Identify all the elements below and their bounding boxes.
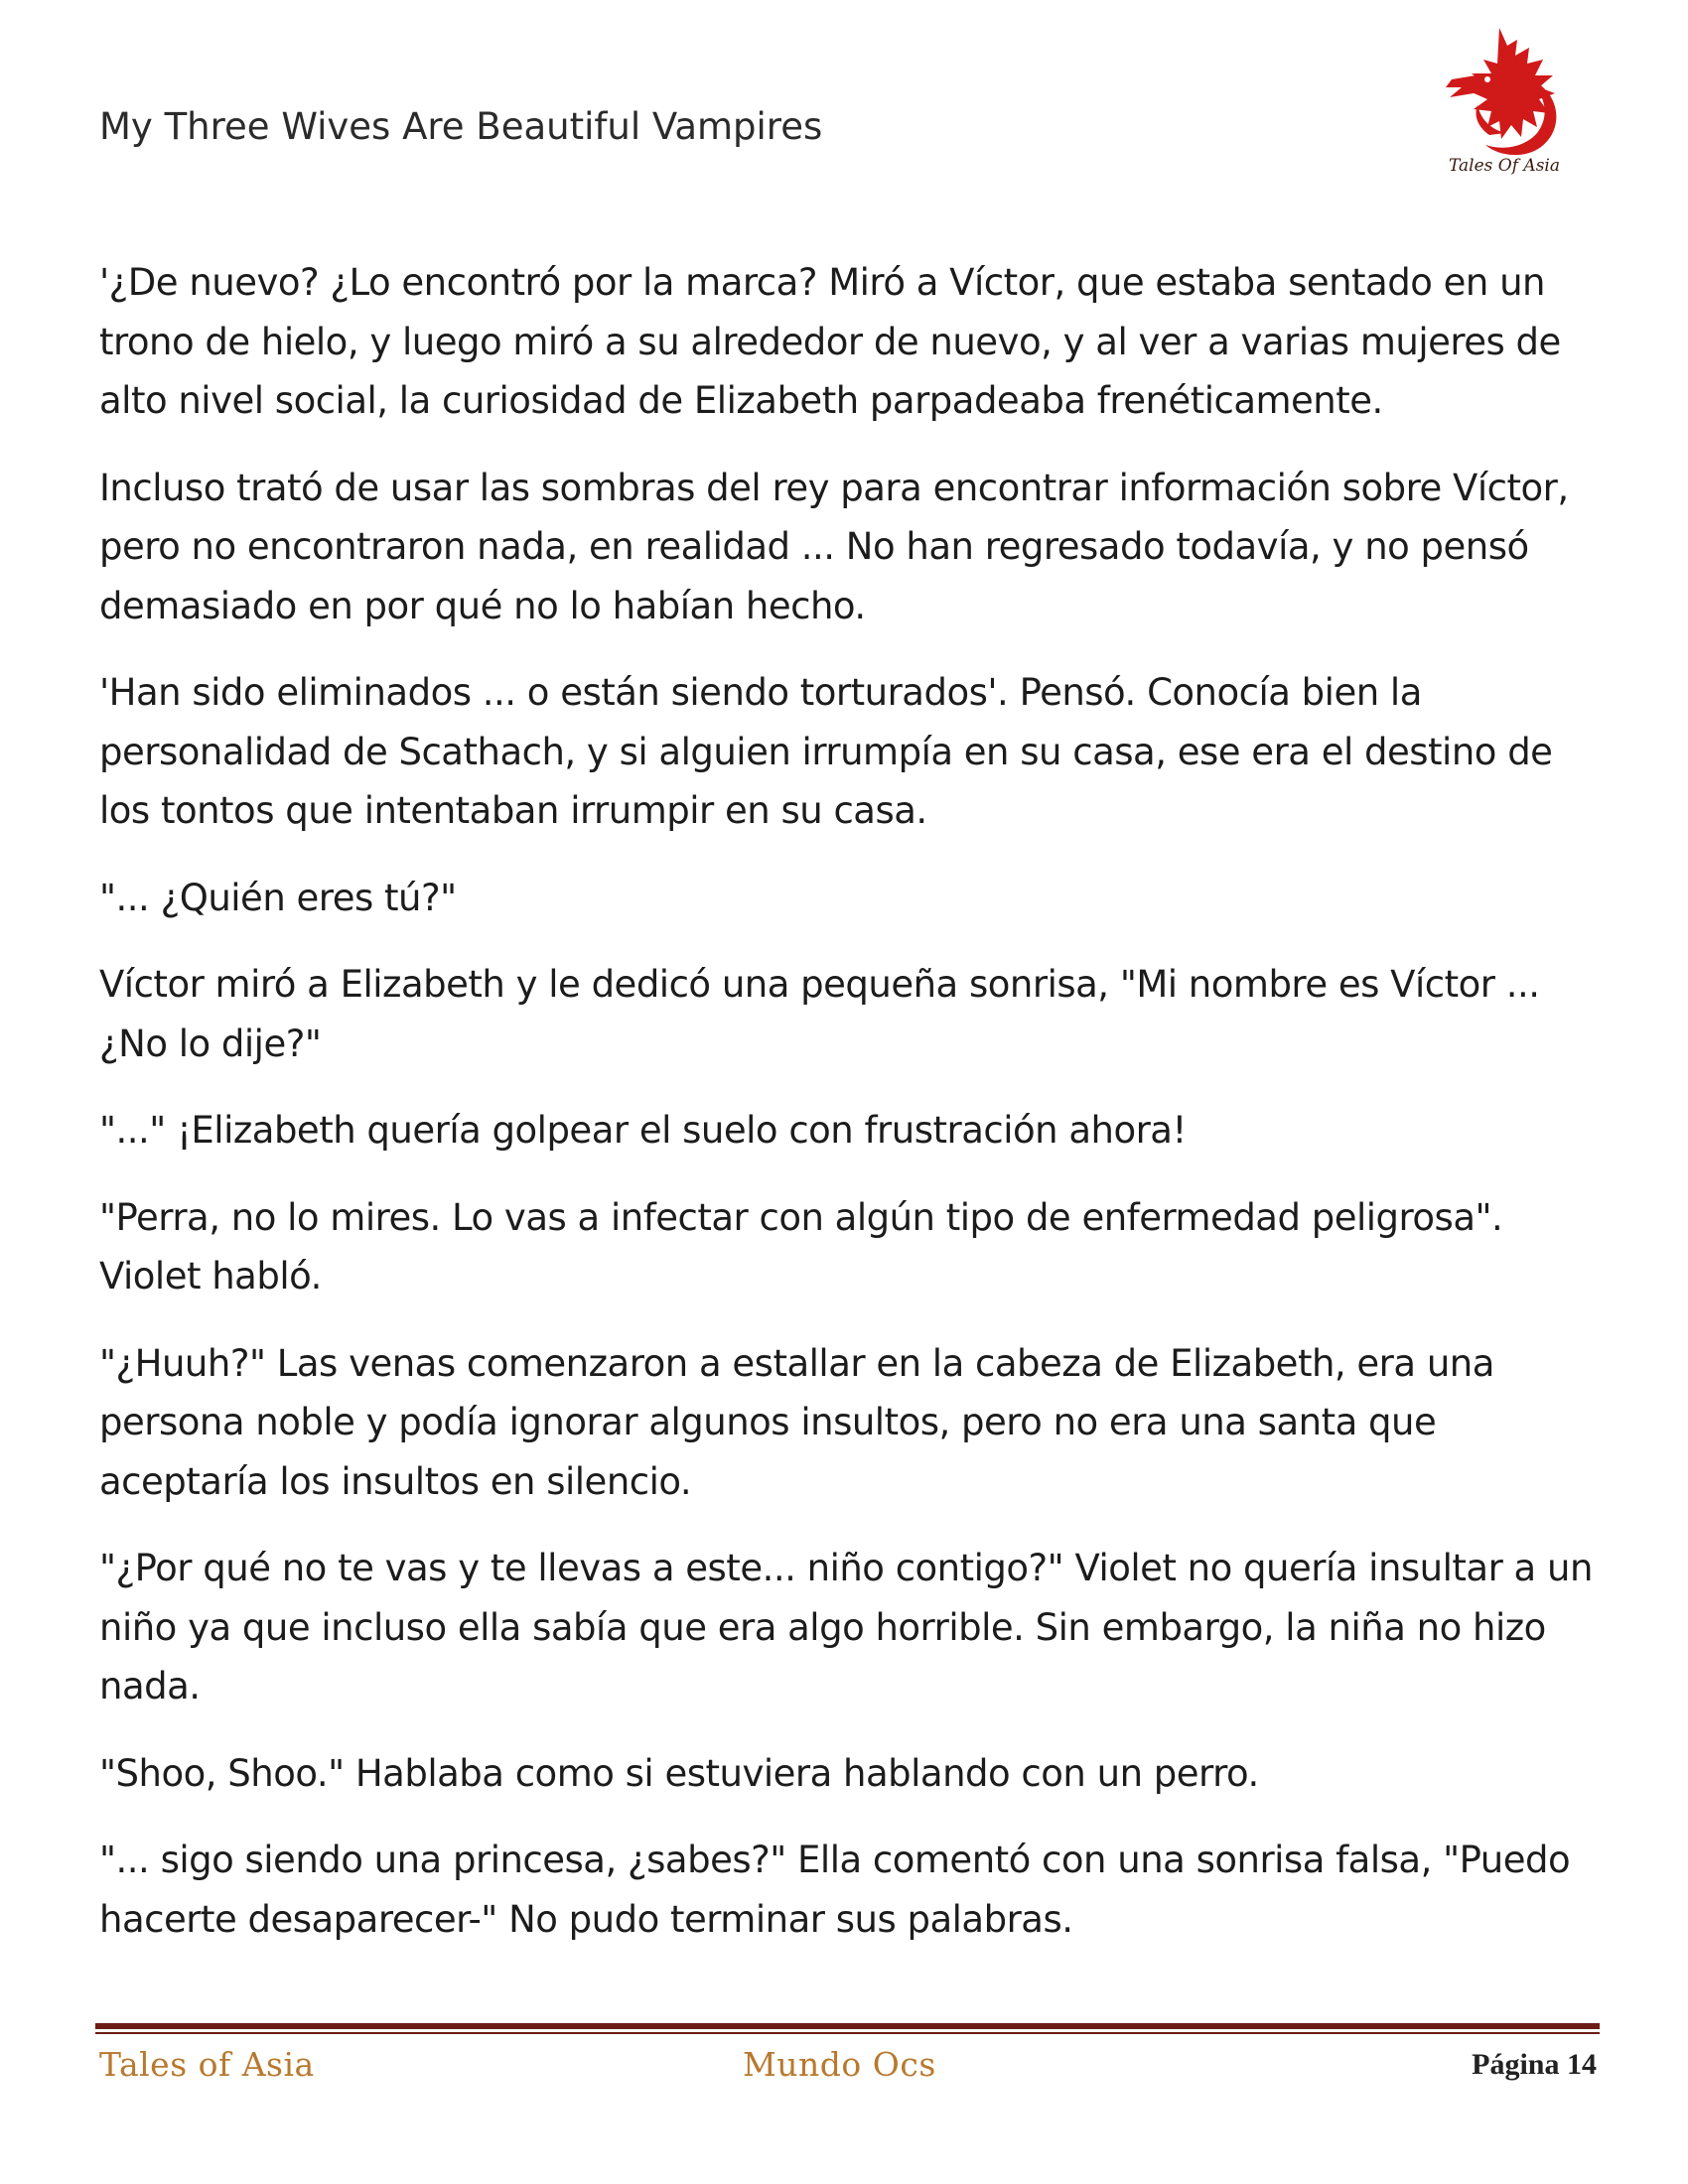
paragraph: "Shoo, Shoo." Hablaba como si estuviera hablando con un perro.: [99, 1751, 1259, 1795]
footer-site-name: Tales of Asia: [99, 2045, 315, 2084]
footer-divider-thin: [95, 2032, 1600, 2034]
red-dragon-logo-icon: [1430, 18, 1579, 182]
paragraph: "... ¿Quién eres tú?": [99, 876, 457, 919]
paragraph: "¿Huuh?" Las venas comenzaron a estallar en la cabeza de Elizabeth, era una persona noble y podía ignorar algunos insultos, pero no era una santa que aceptaría los insultos en silencio.: [99, 1341, 1494, 1503]
footer-divider: [95, 2023, 1600, 2035]
paragraph: '¿De nuevo? ¿Lo encontró por la marca? Miró a Víctor, que estaba sentado en un trono de hielo, y luego miró a su alrededor de nuevo, y al ver a varias mujeres de alto nivel social, la curiosidad de Elizabeth parpadeaba frenéticamente.: [99, 261, 1561, 422]
paragraph: "¿Por qué no te vas y te llevas a este... niño contigo?" Violet no quería insultar a un niño ya que incluso ella sabía que era algo horrible. Sin embargo, la niña no hizo nada.: [99, 1547, 1593, 1707]
footer-divider-thick: [95, 2023, 1600, 2029]
paragraph: "..." ¡Elizabeth quería golpear el suelo con frustración ahora!: [99, 1109, 1187, 1152]
paragraph: 'Han sido eliminados ... o están siendo torturados'. Pensó. Conocía bien la personalidad de Scathach, y si alguien irrumpía en su casa, ese era el destino de los tontos que intentaban irrumpir en su casa.: [99, 671, 1553, 832]
paragraph: Víctor miró a Elizabeth y le dedicó una pequeña sonrisa, "Mi nombre es Víctor ... ¿No lo dije?": [99, 963, 1540, 1065]
paragraph: "... sigo siendo una princesa, ¿sabes?" Ella comentó con una sonrisa falsa, "Puedo hacerte desaparecer-" No pudo terminar sus palabras.: [99, 1839, 1571, 1941]
page-number: Página 14: [1472, 2048, 1597, 2081]
chapter-body: [99, 253, 1609, 1977]
footer-section-name: Mundo Ocs: [743, 2045, 936, 2084]
logo-text: Tales Of Asia: [1449, 156, 1560, 176]
paragraph: "Perra, no lo mires. Lo vas a infectar con algún tipo de enfermedad peligrosa". Violet habló.: [99, 1195, 1503, 1297]
document-title: My Three Wives Are Beautiful Vampires: [99, 105, 823, 148]
paragraph: Incluso trató de usar las sombras del rey para encontrar información sobre Víctor, pero no encontraron nada, en realidad ... No han regresado todavía, y no pensó demasiado en por qué no lo habían hecho.: [99, 466, 1569, 627]
